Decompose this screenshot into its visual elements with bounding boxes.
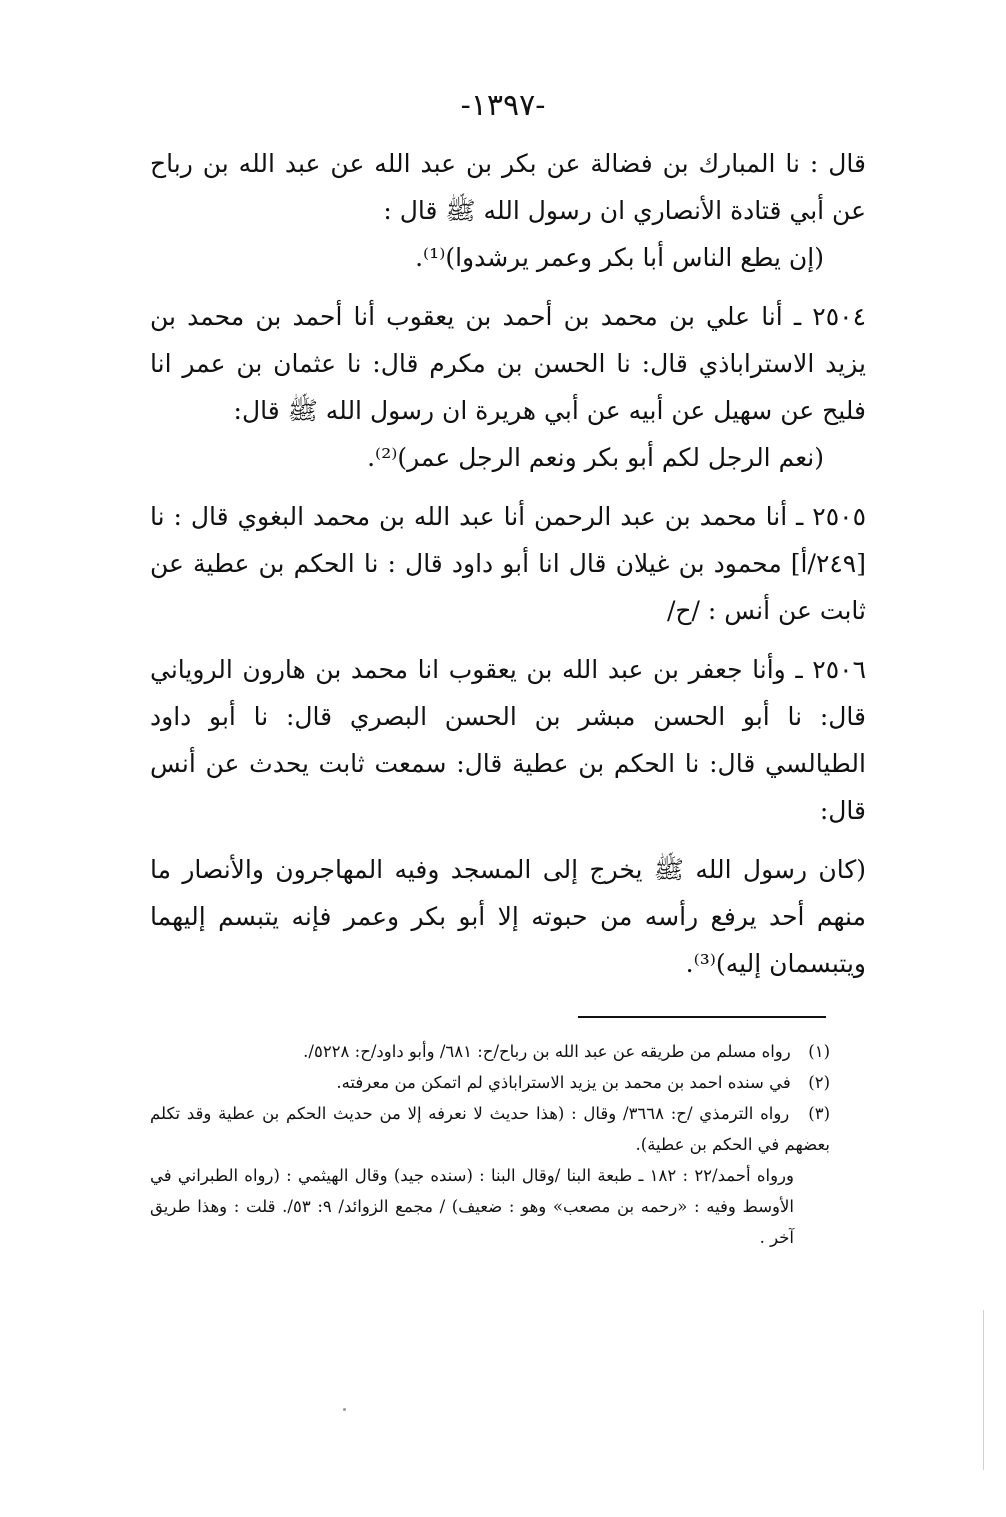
footnote-divider: [578, 1016, 826, 1018]
hadith-text-1: (إن يطع الناس أبا بكر وعمر يرشدوا)⁽¹⁾.: [415, 243, 824, 272]
paragraph-2505: ٢٥٠٥ ـ أنا محمد بن عبد الرحمن أنا عبد الله بن محمد البغوي قال : نا [٢٤٩/أ] محمود بن غيلان قال انا أبو داود قال : نا الحكم بن عطية عن ثابت عن أنس : /ح/: [150, 502, 866, 625]
footnotes: [150, 1036, 830, 1253]
paragraph-isnad-1: قال : نا المبارك بن فضالة عن بكر بن عبد الله عن عبد الله بن رباح عن أبي قتادة الأنصاري ان رسول الله ﷺ قال :: [150, 149, 866, 225]
footnote-2-text: في سنده احمد بن محمد بن يزيد الاستراباذي لم اتمكن من معرفته.: [336, 1073, 791, 1092]
paragraph-2506: ٢٥٠٦ ـ وأنا جعفر بن عبد الله بن يعقوب انا محمد بن هارون الروياني قال: نا أبو الحسن مبشر بن الحسن البصري قال: نا أبو داود الطيالسي قال: نا الحكم بن عطية قال: سمعت ثابت يحدث عن أنس قال:: [150, 655, 866, 825]
footnote-3-text: رواه الترمذي /ح: ٣٦٦٨/ وقال : (هذا حديث لا نعرفه إلا من حديث الحكم بن عطية وقد تكلم بعضهم في الحكم بن عطية).: [150, 1104, 830, 1154]
scan-edge-line: [983, 1310, 984, 1470]
footnote-1: [150, 1036, 830, 1067]
page-number: -١٣٩٧-: [460, 88, 546, 123]
paragraph-2504: ٢٥٠٤ ـ أنا علي بن محمد بن أحمد بن يعقوب أنا أحمد بن محمد بن يزيد الاستراباذي قال: نا الحسن بن مكرم قال: نا عثمان بن عمر انا فليح عن سهيل عن أبيه عن أبي هريرة ان رسول الله ﷺ قال:: [150, 302, 866, 425]
footnote-3: [150, 1098, 830, 1160]
footnote-1-text: رواه مسلم من طريقه عن عبد الله بن رباح/ح: ٦٨١/ وأبو داود/ح: ٥٢٢٨/.: [303, 1042, 791, 1061]
hadith-text-3: (كان رسول الله ﷺ يخرج إلى المسجد وفيه المهاجرون والأنصار ما منهم أحد يرفع رأسه من حبوته إلا أبو بكر وعمر فإنه يتبسم إليهما ويتبسمان إليه)⁽³⁾.: [150, 855, 866, 978]
main-text: [150, 140, 866, 987]
scan-speck: [343, 1408, 346, 1411]
footnote-2: [150, 1067, 830, 1098]
hadith-text-2: (نعم الرجل لكم أبو بكر ونعم الرجل عمر)⁽²⁾.: [367, 443, 824, 472]
footnote-2-number: (٢): [808, 1073, 830, 1092]
footnote-3-number: (٣): [808, 1104, 831, 1123]
footnote-1-number: (١): [808, 1042, 830, 1061]
footnote-3-continued: ورواه أحمد/٢٢ : ١٨٢ ـ طبعة البنا /وقال البنا : (سنده جيد) وقال الهيثمي : (رواه الطبراني في الأوسط وفيه : «رحمه بن مصعب» وهو : ضعيف) / مجمع الزوائد/ ٩: ٥٣/. قلت : وهذا طريق آخر .: [150, 1166, 794, 1247]
